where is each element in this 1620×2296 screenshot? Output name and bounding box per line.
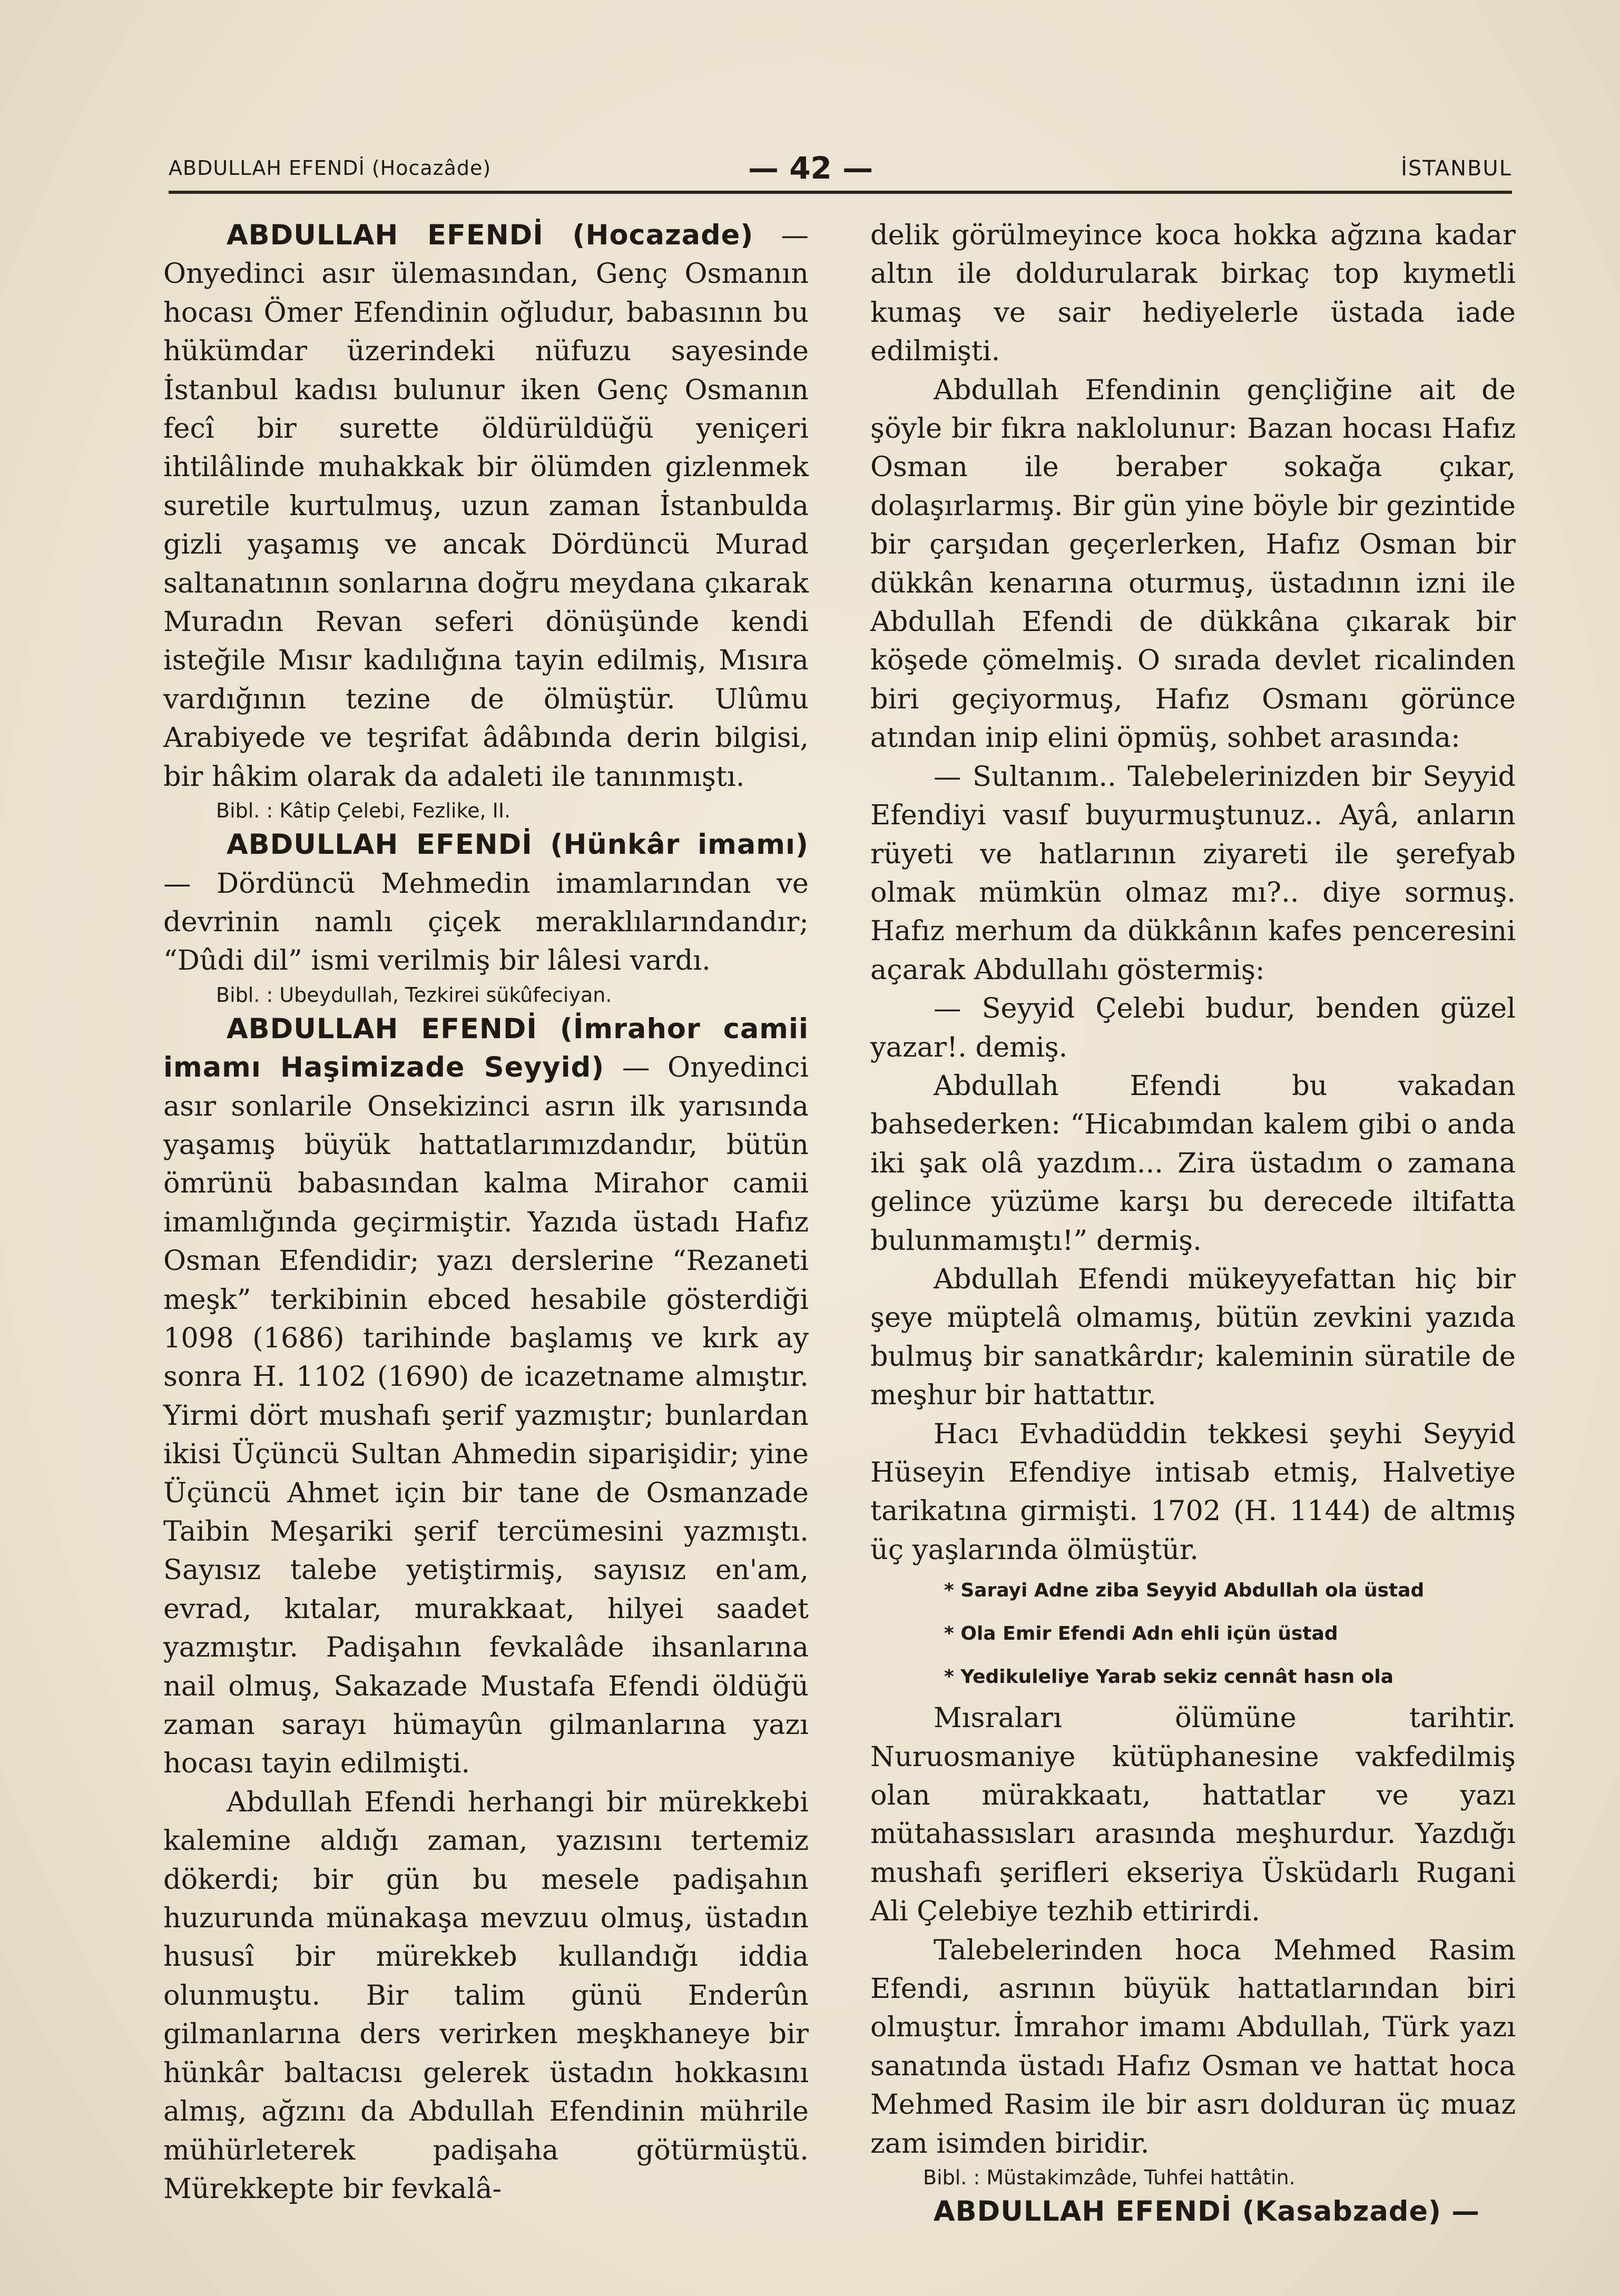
entry-imrahor-imami xyxy=(163,1010,809,1783)
entry-dash: — xyxy=(1441,2195,1480,2228)
entry-text: — Onyedinci asır ülemasından, Genç Osmanın hocası Ömer Efendinin oğludur, babasının bu hükümdar üzerindeki nüfuzu sayesinde İstanbul kadısı bulunur iken Genç Osmanın fecî bir surette öldürüldüğü yeniçeri ihtilâlinde muhakkak bir ölümden gizlenmek suretile kurtulmuş, uzun zaman İstanbulda gizli yaşamış ve ancak Dördüncü Murad saltanatının sonlarına doğru meydana çıkarak Muradın Revan seferi dönüşünde kendi isteğile Mısır kadılığına tayin edilmiş, Mısıra vardığının tezine de ölmüştür. Ulûmu Arabiyede ve teşrifat âdâbında derin bilgisi, bir hâkim olarak da adaleti ile tanınmıştı. xyxy=(163,219,809,793)
verse-line: * Ola Emir Efendi Adn ehli içün üstad xyxy=(944,1623,1338,1645)
paragraph: delik görülmeyince koca hokka ağzına kadar altın ile doldurularak birkaç top kıymetli kumaş ve sair hediyelerle üstada iade edilmişti. xyxy=(870,219,1516,368)
bibliography: Bibl. : Ubeydullah, Tezkirei sükûfeciyan. xyxy=(216,983,612,1007)
page-number: — 42 — xyxy=(748,150,873,186)
entry-headword: ABDULLAH EFENDİ (Hünkâr imamı) xyxy=(227,829,809,861)
paragraph: Hacı Evhadüddin tekkesi şeyhi Seyyid Hüseyin Efendiye intisab etmiş, Halvetiye tarikatına girmişti. 1702 (H. 1144) de altmış üç yaşlarında ölmüştür. xyxy=(870,1417,1516,1566)
bibliography: Bibl. : Müstakimzâde, Tuhfei hattâtin. xyxy=(923,2166,1295,2190)
paragraph: Abdullah Efendi mükeyyefattan hiç bir şeye müptelâ olmamış, bütün zevkini yazıda bulmuş bir sanatkârdır; kaleminin süratile de meşhur bir hattattır. xyxy=(870,1263,1516,1412)
paragraph: Talebelerinden hoca Mehmed Rasim Efendi, asrının büyük hattatlarından biri olmuştur. İmrahor imamı Abdullah, Türk yazı sanatında üstadı Hafız Osman ve hattat hoca Mehmed Rasim ile bir asrı dolduran üç muaz zam isimden biridir. xyxy=(870,1934,1516,2160)
entry-kasabzade xyxy=(870,2192,1516,2231)
left-column xyxy=(163,216,809,2208)
entry-hocazade xyxy=(163,216,809,796)
header-entry-title: ABDULLAH EFENDİ (Hocazâde) xyxy=(169,156,492,180)
chronogram-verses xyxy=(870,1569,1516,1699)
paragraph: Mısraları ölümüne tarihtir. Nuruosmaniye kütüphanesine vakfedilmiş olan mürakkaatı, hattatlar ve yazı mütahassısları arasında meşhurdur. Yazdığı mushafı şerifleri ekseriya Üsküdarlı Rugani Ali Çelebiye tezhib ettirirdi. xyxy=(870,1702,1516,1928)
verse-line: * Yedikuleliye Yarab sekiz cennât hasn ola xyxy=(944,1666,1394,1688)
entry-text: — Dördüncü Mehmedin imamlarından ve devrinin namlı çiçek meraklılarındandır; “Dûdi dil” ismi verilmiş bir lâlesi vardı. xyxy=(163,867,809,977)
entry-text: — Onyedinci asır sonlarile Onsekizinci asrın ilk yarısında yaşamış büyük hattatlarımızdandır, bütün ömrünü babasından kalma Mirahor camii imamlığında geçirmiştir. Yazıda üstadı Hafız Osman Efendidir; yazı derslerine “Rezaneti meşk” terkibinin ebced hesabile gösterdiği 1098 (1686) tarihinde başlamış ve kırk ay sonra H. 1102 (1690) de icazetname almıştır. Yirmi dört mushafı şerif yazmıştır; bunlardan ikisi Üçüncü Sultan Ahmedin siparişidir; yine Üçüncü Ahmet için bir tane de Osmanzade Taibin Meşariki şerif tercümesini yazmıştı. Sayısız talebe yetiştirmiş, sayısız en'am, evrad, kıtalar, murakkaat, hilyei saadet yazmıştır. Padişahın fevkalâde ihsanlarına nail olmuş, Sakazade Mustafa Efendi öldüğü zaman sarayı hümayûn gilmanlarına yazı hocası tayin edilmişti. xyxy=(163,1051,809,1780)
bibliography: Bibl. : Kâtip Çelebi, Fezlike, II. xyxy=(216,799,511,823)
entry-hunkar-imami xyxy=(163,825,809,980)
right-column xyxy=(870,216,1516,2231)
paragraph: Abdullah Efendi bu vakadan bahsederken: “Hicabımdan kalem gibi o anda iki şak olâ yazdım... Zira üstadım o zamana gelince yüzüme karşı bu derecede iltifatta bulunmamıştı!” dermiş. xyxy=(870,1069,1516,1257)
header-city: İSTANBUL xyxy=(1401,156,1512,181)
entry-headword: ABDULLAH EFENDİ (Kasabzade) xyxy=(934,2195,1442,2228)
entry-headword: ABDULLAH EFENDİ (Hocazade) xyxy=(227,219,754,251)
header-rule xyxy=(169,191,1512,194)
paragraph: Abdullah Efendi herhangi bir mürekkebi kalemine aldığı zaman, yazısını tertemiz dökerdi; bir gün bu mesele padişahın huzurunda münakaşa mevzuu olmuş, üstadın hususî bir mürekkeb kullandığı iddia olunmuştu. Bir talim günü Enderûn gilmanlarına ders verirken meşkhaneye bir hünkâr baltacısı gelerek üstadın hokkasını almış, ağzını da Abdullah Efendinin mührile mühürleterek padişaha götürmüştü. Mürekkepte bir fevkalâ- xyxy=(163,1786,809,2205)
paragraph: Abdullah Efendinin gençliğine ait de şöyle bir fıkra naklolunur: Bazan hocası Hafız Osman ile beraber sokağa çıkar, dolaşırlarmış. Bir gün yine böyle bir gezintide bir çarşıdan geçerlerken, Hafız Osman bir dükkân kenarına oturmuş, üstadının izni ile Abdullah Efendi de dükkâna çıkarak bir köşede çömelmiş. O sırada devlet ricalinden biri geçiyormuş, Hafız Osmanı görünce atından inip elini öpmüş, sohbet arasında: xyxy=(870,373,1516,754)
running-header xyxy=(169,150,1512,187)
dialogue-paragraph: — Sultanım.. Talebelerinizden bir Seyyid Efendiyi vasıf buyurmuştunuz.. Ayâ, anların rüyeti ve hatlarının ziyareti ile şerefyab olmak mümkün olmaz mı?.. diye sormuş. Hafız merhum da dükkânın kafes penceresini açarak Abdullahı göstermiş: xyxy=(870,760,1516,986)
dialogue-paragraph: — Seyyid Çelebi budur, benden güzel yazar!. demiş. xyxy=(870,992,1516,1063)
entry-headword: ABDULLAH EFENDİ (İmrahor camii imamı Haşimizade Seyyid) xyxy=(163,1012,809,1084)
verse-line: * Sarayi Adne ziba Seyyid Abdullah ola üstad xyxy=(944,1580,1425,1602)
